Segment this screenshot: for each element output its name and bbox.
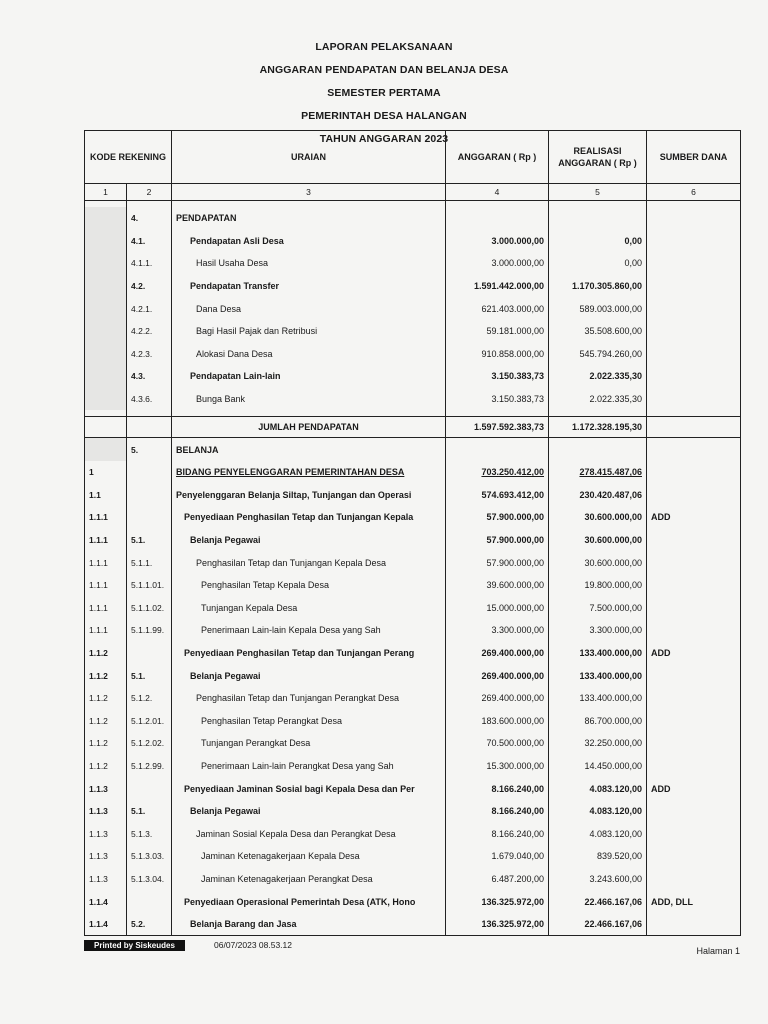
uraian-text: BELANJA xyxy=(176,444,219,455)
header-sumber-dana: SUMBER DANA xyxy=(647,131,741,184)
sumber-dana-cell xyxy=(647,664,741,687)
page-number: Halaman 1 xyxy=(696,946,740,956)
kode-1-cell: 1.1.2 xyxy=(85,732,127,755)
anggaran-cell: 183.600.000,00 xyxy=(446,709,549,732)
col-num: 3 xyxy=(172,184,446,201)
uraian-text: Dana Desa xyxy=(196,303,242,314)
kode-2-cell: 4.2. xyxy=(127,275,172,298)
realisasi-cell: 19.800.000,00 xyxy=(549,574,647,597)
uraian-cell xyxy=(172,506,446,529)
header-uraian: URAIAN xyxy=(172,131,446,184)
uraian-cell xyxy=(172,845,446,868)
sumber-dana-cell: ADD xyxy=(647,777,741,800)
realisasi-cell: 3.243.600,00 xyxy=(549,868,647,891)
uraian-text: Penyelenggaran Belanja Siltap, Tunjangan dan Operasi xyxy=(176,489,412,500)
uraian-text: BIDANG PENYELENGGARAN PEMERINTAHAN DESA xyxy=(176,467,405,478)
uraian-text: Alokasi Dana Desa xyxy=(196,348,273,359)
anggaran-cell: 15.000.000,00 xyxy=(446,597,549,620)
kode-1-cell: 1.1.1 xyxy=(85,529,127,552)
realisasi-cell: 2.022.335,30 xyxy=(549,388,647,411)
uraian-cell xyxy=(172,822,446,845)
uraian-text: Penghasilan Tetap dan Tunjangan Perangkat Desa xyxy=(196,693,400,704)
kode-1-cell: 1.1.4 xyxy=(85,890,127,913)
kode-1-cell: 1.1.3 xyxy=(85,800,127,823)
realisasi-cell: 545.794.260,00 xyxy=(549,343,647,366)
table-row xyxy=(85,822,741,845)
kode-1-cell: 1.1.3 xyxy=(85,845,127,868)
anggaran-cell: 910.858.000,00 xyxy=(446,343,549,366)
sumber-dana-cell xyxy=(647,822,741,845)
table-row xyxy=(85,597,741,620)
sumber-dana-cell xyxy=(647,207,741,230)
total-section xyxy=(85,417,741,438)
anggaran-cell: 3.150.383,73 xyxy=(446,388,549,411)
total-realisasi: 1.172.328.195,30 xyxy=(549,417,647,438)
sumber-dana-cell xyxy=(647,732,741,755)
realisasi-cell: 1.170.305.860,00 xyxy=(549,275,647,298)
anggaran-cell: 3.000.000,00 xyxy=(446,230,549,253)
anggaran-cell xyxy=(446,438,549,461)
sumber-dana-cell xyxy=(647,709,741,732)
kode-2-cell: 5.1.2.99. xyxy=(127,755,172,778)
kode-2-cell: 5.1.3. xyxy=(127,822,172,845)
print-date: 06/07/2023 08.53.12 xyxy=(214,940,292,950)
anggaran-cell: 70.500.000,00 xyxy=(446,732,549,755)
uraian-cell xyxy=(172,529,446,552)
table-row xyxy=(85,913,741,936)
realisasi-cell: 0,00 xyxy=(549,230,647,253)
uraian-text: Bagi Hasil Pajak dan Retribusi xyxy=(196,326,318,337)
uraian-text: Jaminan Sosial Kepala Desa dan Perangkat Desa xyxy=(196,828,396,839)
kode-1-cell xyxy=(85,320,127,343)
budget-report-table xyxy=(84,130,741,936)
table-row xyxy=(85,732,741,755)
anggaran-cell: 8.166.240,00 xyxy=(446,822,549,845)
table-row xyxy=(85,890,741,913)
anggaran-cell: 136.325.972,00 xyxy=(446,913,549,936)
uraian-text: Penerimaan Lain-lain Perangkat Desa yang Sah xyxy=(201,760,394,771)
anggaran-cell: 136.325.972,00 xyxy=(446,890,549,913)
uraian-cell xyxy=(172,484,446,507)
table-row xyxy=(85,777,741,800)
anggaran-cell: 269.400.000,00 xyxy=(446,687,549,710)
table-row xyxy=(85,845,741,868)
kode-1-cell xyxy=(85,275,127,298)
report-title-line: TAHUN ANGGARAN 2023 xyxy=(319,133,449,145)
anggaran-cell: 3.300.000,00 xyxy=(446,619,549,642)
uraian-text: Penyediaan Penghasilan Tetap dan Tunjangan Perang xyxy=(184,647,415,658)
uraian-cell xyxy=(172,664,446,687)
table-row xyxy=(85,574,741,597)
kode-1-cell: 1.1.1 xyxy=(85,551,127,574)
sumber-dana-cell xyxy=(647,529,741,552)
sumber-dana-cell xyxy=(647,461,741,484)
realisasi-cell: 0,00 xyxy=(549,252,647,275)
kode-1-cell xyxy=(85,388,127,411)
kode-2-cell: 5.1.1. xyxy=(127,551,172,574)
anggaran-cell: 269.400.000,00 xyxy=(446,664,549,687)
col-num: 4 xyxy=(446,184,549,201)
table-row xyxy=(85,484,741,507)
kode-2-cell: 4.1.1. xyxy=(127,252,172,275)
realisasi-cell: 32.250.000,00 xyxy=(549,732,647,755)
col-num: 5 xyxy=(549,184,647,201)
uraian-text: Tunjangan Perangkat Desa xyxy=(201,738,311,749)
kode-1-cell: 1.1.1 xyxy=(85,597,127,620)
report-title-line: PEMERINTAH DESA HALANGAN xyxy=(301,110,467,122)
uraian-cell xyxy=(172,755,446,778)
uraian-text: Penyediaan Operasional Pemerintah Desa (ATK, Hono xyxy=(184,896,416,907)
sumber-dana-cell xyxy=(647,755,741,778)
sumber-dana-cell xyxy=(647,484,741,507)
table-row xyxy=(85,207,741,230)
total-pendapatan-row xyxy=(85,417,741,438)
table-row xyxy=(85,388,741,411)
kode-1-cell xyxy=(85,365,127,388)
table-row xyxy=(85,275,741,298)
uraian-cell xyxy=(172,252,446,275)
report-title-line: SEMESTER PERTAMA xyxy=(327,87,441,99)
anggaran-cell: 57.900.000,00 xyxy=(446,551,549,574)
kode-1-cell: 1 xyxy=(85,461,127,484)
kode-1-cell xyxy=(85,438,127,461)
uraian-text: Penghasilan Tetap dan Tunjangan Kepala Desa xyxy=(196,557,386,568)
realisasi-cell: 230.420.487,06 xyxy=(549,484,647,507)
sumber-dana-cell xyxy=(647,297,741,320)
uraian-cell xyxy=(172,913,446,936)
table-row xyxy=(85,506,741,529)
uraian-text: Belanja Barang dan Jasa xyxy=(190,919,297,930)
table-row xyxy=(85,664,741,687)
uraian-text: Pendapatan Transfer xyxy=(190,281,280,292)
anggaran-cell: 1.591.442.000,00 xyxy=(446,275,549,298)
uraian-cell xyxy=(172,461,446,484)
sumber-dana-cell xyxy=(647,845,741,868)
kode-2-cell: 5.1.2.02. xyxy=(127,732,172,755)
uraian-cell xyxy=(172,438,446,461)
kode-2-cell xyxy=(127,642,172,665)
table-row xyxy=(85,551,741,574)
realisasi-cell: 86.700.000,00 xyxy=(549,709,647,732)
sumber-dana-cell xyxy=(647,913,741,936)
anggaran-cell: 39.600.000,00 xyxy=(446,574,549,597)
table-row xyxy=(85,755,741,778)
anggaran-cell: 57.900.000,00 xyxy=(446,506,549,529)
kode-1-cell: 1.1.2 xyxy=(85,642,127,665)
kode-2-cell: 5.1.1.01. xyxy=(127,574,172,597)
kode-2-cell: 4. xyxy=(127,207,172,230)
col-num: 6 xyxy=(647,184,741,201)
table-row xyxy=(85,365,741,388)
table-row xyxy=(85,297,741,320)
sumber-dana-cell xyxy=(647,800,741,823)
table-row xyxy=(85,438,741,461)
table-row xyxy=(85,529,741,552)
realisasi-cell: 30.600.000,00 xyxy=(549,506,647,529)
table-row xyxy=(85,687,741,710)
uraian-cell xyxy=(172,551,446,574)
header-anggaran: ANGGARAN ( Rp ) xyxy=(446,131,549,184)
sumber-dana-cell: ADD xyxy=(647,506,741,529)
uraian-cell xyxy=(172,230,446,253)
uraian-text: Bunga Bank xyxy=(196,394,246,405)
anggaran-cell xyxy=(446,207,549,230)
uraian-text: Penghasilan Tetap Perangkat Desa xyxy=(201,715,342,726)
uraian-text: Jaminan Ketenagakerjaan Perangkat Desa xyxy=(201,873,373,884)
kode-2-cell xyxy=(127,777,172,800)
kode-2-cell: 4.3. xyxy=(127,365,172,388)
realisasi-cell: 30.600.000,00 xyxy=(549,551,647,574)
kode-1-cell: 1.1.2 xyxy=(85,755,127,778)
realisasi-cell: 35.508.600,00 xyxy=(549,320,647,343)
anggaran-cell: 269.400.000,00 xyxy=(446,642,549,665)
anggaran-cell: 59.181.000,00 xyxy=(446,320,549,343)
anggaran-cell: 574.693.412,00 xyxy=(446,484,549,507)
uraian-cell xyxy=(172,275,446,298)
uraian-text: Penyediaan Penghasilan Tetap dan Tunjangan Kepala xyxy=(184,512,414,523)
kode-1-cell xyxy=(85,207,127,230)
sumber-dana-cell xyxy=(647,365,741,388)
header-kode-rekening: KODE REKENING xyxy=(85,131,172,184)
sumber-dana-cell xyxy=(647,551,741,574)
table-row xyxy=(85,709,741,732)
column-number-row xyxy=(85,184,741,201)
kode-2-cell: 4.1. xyxy=(127,230,172,253)
kode-2-cell xyxy=(127,506,172,529)
anggaran-cell: 703.250.412,00 xyxy=(446,461,549,484)
uraian-cell xyxy=(172,619,446,642)
anggaran-cell: 1.679.040,00 xyxy=(446,845,549,868)
uraian-text: Penyediaan Jaminan Sosial bagi Kepala Desa dan Per xyxy=(184,783,415,794)
kode-1-cell: 1.1.4 xyxy=(85,913,127,936)
sumber-dana-cell xyxy=(647,320,741,343)
uraian-cell xyxy=(172,800,446,823)
sumber-dana-cell xyxy=(647,687,741,710)
kode-1-cell: 1.1 xyxy=(85,484,127,507)
sumber-dana-cell xyxy=(647,868,741,891)
uraian-text: Belanja Pegawai xyxy=(190,806,261,817)
kode-1-cell: 1.1.2 xyxy=(85,709,127,732)
uraian-cell xyxy=(172,709,446,732)
kode-2-cell: 5.1. xyxy=(127,529,172,552)
anggaran-cell: 3.000.000,00 xyxy=(446,252,549,275)
kode-2-cell: 5.1.2.01. xyxy=(127,709,172,732)
kode-1-cell: 1.1.1 xyxy=(85,506,127,529)
realisasi-cell: 839.520,00 xyxy=(549,845,647,868)
anggaran-cell: 57.900.000,00 xyxy=(446,529,549,552)
realisasi-cell: 7.500.000,00 xyxy=(549,597,647,620)
realisasi-cell: 4.083.120,00 xyxy=(549,822,647,845)
page-footer xyxy=(84,940,740,960)
uraian-text: Belanja Pegawai xyxy=(190,535,261,546)
realisasi-cell: 22.466.167,06 xyxy=(549,913,647,936)
table-row xyxy=(85,230,741,253)
uraian-cell xyxy=(172,320,446,343)
uraian-cell xyxy=(172,574,446,597)
uraian-text: Pendapatan Lain-lain xyxy=(190,371,281,382)
anggaran-cell: 8.166.240,00 xyxy=(446,800,549,823)
uraian-cell xyxy=(172,343,446,366)
kode-1-cell: 1.1.1 xyxy=(85,574,127,597)
table-row xyxy=(85,252,741,275)
table-row xyxy=(85,642,741,665)
uraian-text: PENDAPATAN xyxy=(176,213,237,224)
table-header-row xyxy=(85,131,741,184)
realisasi-cell: 278.415.487,06 xyxy=(549,461,647,484)
kode-2-cell: 5.2. xyxy=(127,913,172,936)
kode-2-cell xyxy=(127,461,172,484)
header-realisasi: REALISASI ANGGARAN ( Rp ) xyxy=(549,131,647,184)
realisasi-cell: 22.466.167,06 xyxy=(549,890,647,913)
kode-2-cell: 5.1.3.03. xyxy=(127,845,172,868)
sumber-dana-cell xyxy=(647,619,741,642)
uraian-cell xyxy=(172,868,446,891)
kode-2-cell: 5.1.2. xyxy=(127,687,172,710)
uraian-cell xyxy=(172,687,446,710)
kode-2-cell: 4.2.1. xyxy=(127,297,172,320)
anggaran-cell: 8.166.240,00 xyxy=(446,777,549,800)
kode-2-cell: 5.1. xyxy=(127,664,172,687)
realisasi-cell xyxy=(549,207,647,230)
kode-1-cell xyxy=(85,297,127,320)
realisasi-cell: 2.022.335,30 xyxy=(549,365,647,388)
uraian-text: Hasil Usaha Desa xyxy=(196,258,269,269)
anggaran-cell: 621.403.000,00 xyxy=(446,297,549,320)
sumber-dana-cell xyxy=(647,252,741,275)
sumber-dana-cell xyxy=(647,597,741,620)
uraian-text: Penerimaan Lain-lain Kepala Desa yang Sah xyxy=(201,625,381,636)
sumber-dana-cell xyxy=(647,275,741,298)
uraian-text: Pendapatan Asli Desa xyxy=(190,235,284,246)
table-row xyxy=(85,868,741,891)
belanja-section xyxy=(85,438,741,936)
kode-1-cell xyxy=(85,343,127,366)
sumber-dana-cell xyxy=(647,230,741,253)
table-row xyxy=(85,461,741,484)
uraian-text: Tunjangan Kepala Desa xyxy=(201,602,298,613)
uraian-cell xyxy=(172,207,446,230)
table-row xyxy=(85,619,741,642)
realisasi-cell: 589.003.000,00 xyxy=(549,297,647,320)
anggaran-cell: 15.300.000,00 xyxy=(446,755,549,778)
kode-1-cell: 1.1.2 xyxy=(85,664,127,687)
kode-1-cell: 1.1.3 xyxy=(85,868,127,891)
uraian-text: Penghasilan Tetap Kepala Desa xyxy=(201,580,329,591)
kode-2-cell: 5.1.1.99. xyxy=(127,619,172,642)
total-anggaran: 1.597.592.383,73 xyxy=(446,417,549,438)
kode-2-cell: 5.1.3.04. xyxy=(127,868,172,891)
realisasi-cell: 4.083.120,00 xyxy=(549,800,647,823)
uraian-cell xyxy=(172,777,446,800)
sumber-dana-cell xyxy=(647,343,741,366)
sumber-dana-cell: ADD, DLL xyxy=(647,890,741,913)
sumber-dana-cell xyxy=(647,438,741,461)
uraian-text: Belanja Pegawai xyxy=(190,670,261,681)
uraian-cell xyxy=(172,297,446,320)
kode-1-cell xyxy=(85,230,127,253)
report-title-line: ANGGARAN PENDAPATAN DAN BELANJA DESA xyxy=(259,64,509,76)
kode-2-cell: 4.3.6. xyxy=(127,388,172,411)
report-title-line: LAPORAN PELAKSANAAN xyxy=(315,41,453,53)
kode-2-cell xyxy=(127,484,172,507)
uraian-cell xyxy=(172,732,446,755)
sumber-dana-cell xyxy=(647,574,741,597)
uraian-cell xyxy=(172,365,446,388)
table-row xyxy=(85,800,741,823)
realisasi-cell: 133.400.000,00 xyxy=(549,664,647,687)
kode-2-cell: 5.1. xyxy=(127,800,172,823)
realisasi-cell: 3.300.000,00 xyxy=(549,619,647,642)
realisasi-cell: 14.450.000,00 xyxy=(549,755,647,778)
kode-1-cell: 1.1.3 xyxy=(85,777,127,800)
kode-1-cell xyxy=(85,252,127,275)
realisasi-cell: 133.400.000,00 xyxy=(549,687,647,710)
kode-2-cell: 5. xyxy=(127,438,172,461)
uraian-cell xyxy=(172,890,446,913)
kode-1-cell: 1.1.2 xyxy=(85,687,127,710)
realisasi-cell xyxy=(549,438,647,461)
uraian-cell xyxy=(172,388,446,411)
kode-2-cell xyxy=(127,890,172,913)
kode-1-cell: 1.1.1 xyxy=(85,619,127,642)
sumber-dana-cell xyxy=(647,388,741,411)
table-row xyxy=(85,320,741,343)
pendapatan-section xyxy=(85,201,741,417)
kode-2-cell: 4.2.3. xyxy=(127,343,172,366)
uraian-cell xyxy=(172,597,446,620)
realisasi-cell: 4.083.120,00 xyxy=(549,777,647,800)
total-label: JUMLAH PENDAPATAN xyxy=(172,417,446,438)
kode-2-cell: 4.2.2. xyxy=(127,320,172,343)
realisasi-cell: 30.600.000,00 xyxy=(549,529,647,552)
kode-2-cell: 5.1.1.02. xyxy=(127,597,172,620)
uraian-text: Jaminan Ketenagakerjaan Kepala Desa xyxy=(201,851,360,862)
sumber-dana-cell: ADD xyxy=(647,642,741,665)
col-num: 2 xyxy=(127,184,172,201)
col-num: 1 xyxy=(85,184,127,201)
kode-1-cell: 1.1.3 xyxy=(85,822,127,845)
realisasi-cell: 133.400.000,00 xyxy=(549,642,647,665)
anggaran-cell: 3.150.383,73 xyxy=(446,365,549,388)
table-row xyxy=(85,343,741,366)
anggaran-cell: 6.487.200,00 xyxy=(446,868,549,891)
uraian-cell xyxy=(172,642,446,665)
printed-by-label: Printed by Siskeudes xyxy=(84,940,185,951)
